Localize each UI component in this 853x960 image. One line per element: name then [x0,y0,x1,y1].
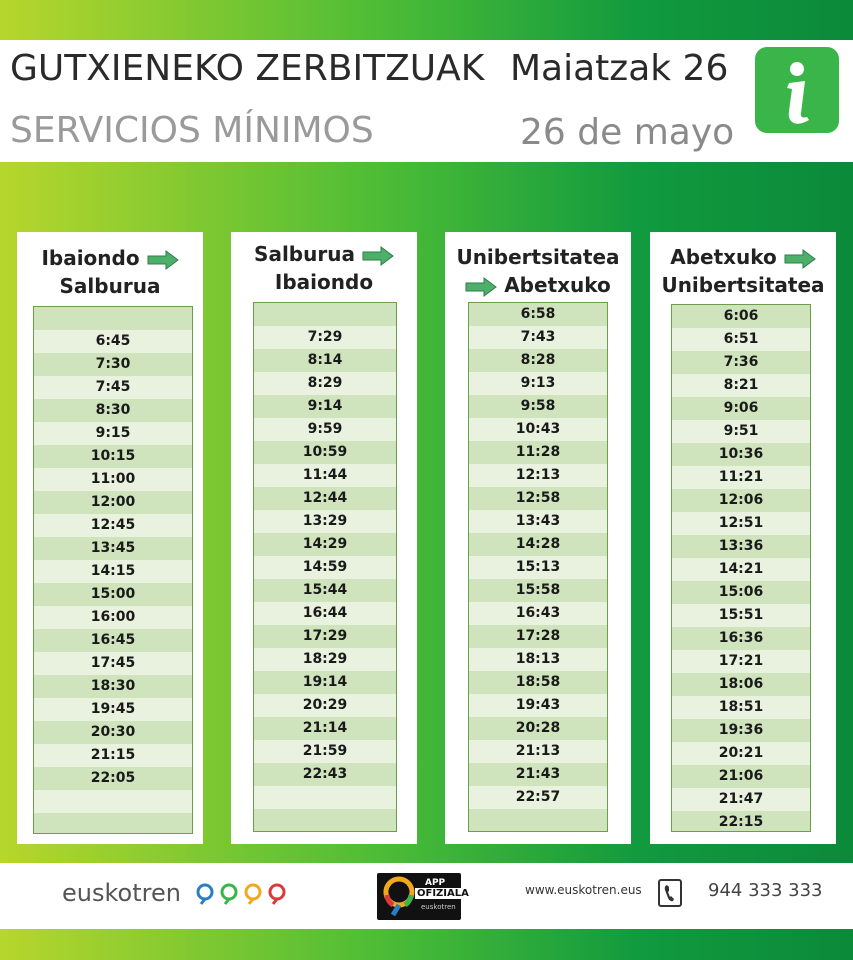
table-row: 6:51 [672,328,810,351]
card-2-destination: Ibaiondo [274,270,374,294]
table-row: 10:36 [672,443,810,466]
table-row: 18:29 [254,648,396,671]
app-label-3: euskotren [421,903,456,911]
table-row: 9:15 [34,422,192,445]
timetable-2 [253,302,397,832]
schedule-card-4 [650,232,836,844]
timetable-4 [671,304,811,832]
table-row: 21:47 [672,788,810,811]
table-row: 17:28 [469,625,607,648]
header [0,40,853,162]
table-row: 18:06 [672,673,810,696]
table-row-empty [254,809,396,832]
card-header-1 [17,244,203,300]
timetable-1 [33,306,193,834]
table-row: 20:30 [34,721,192,744]
right-arrow-icon [784,248,816,270]
table-row: 22:15 [672,811,810,832]
table-row-empty [34,813,192,834]
info-icon [755,47,839,133]
table-row: 13:36 [672,535,810,558]
table-row: 22:43 [254,763,396,786]
table-row: 16:44 [254,602,396,625]
table-row: 6:45 [34,330,192,353]
app-label-1: APP [425,878,446,888]
table-row: 18:30 [34,675,192,698]
table-row: 13:45 [34,537,192,560]
table-row: 14:59 [254,556,396,579]
card-3-origin: Unibertsitatea [456,245,620,269]
table-row: 7:30 [34,353,192,376]
schedule-card-2 [231,232,417,844]
table-row: 7:36 [672,351,810,374]
table-row: 9:13 [469,372,607,395]
table-row: 18:13 [469,648,607,671]
table-row: 15:00 [34,583,192,606]
table-row: 8:14 [254,349,396,372]
card-1-destination: Salburua [59,274,161,298]
brand-logo-text: euskotren [62,879,291,907]
table-row: 8:29 [254,372,396,395]
table-row: 6:58 [469,303,607,326]
table-row-empty [34,307,192,330]
table-row: 18:51 [672,696,810,719]
table-row: 22:57 [469,786,607,809]
table-row: 11:28 [469,441,607,464]
location-pin-icon [195,883,291,905]
table-row: 13:29 [254,510,396,533]
table-row: 16:43 [469,602,607,625]
schedule-card-1 [17,232,203,844]
card-4-origin: Abetxuko [670,245,777,269]
table-row: 16:36 [672,627,810,650]
timetable-3 [468,302,608,832]
table-row: 17:21 [672,650,810,673]
table-row: 12:13 [469,464,607,487]
table-row: 9:14 [254,395,396,418]
table-row: 7:45 [34,376,192,399]
table-row: 16:45 [34,629,192,652]
card-4-destination: Unibertsitatea [661,273,825,297]
page-subtitle: SERVICIOS MÍNIMOS [10,110,374,151]
table-row: 12:00 [34,491,192,514]
table-row: 15:06 [672,581,810,604]
table-row: 11:00 [34,468,192,491]
page-subdate: 26 de mayo [520,112,735,153]
table-row: 14:29 [254,533,396,556]
card-1-origin: Ibaiondo [41,246,140,270]
table-row: 10:59 [254,441,396,464]
card-2-origin: Salburua [254,242,355,266]
table-row: 10:43 [469,418,607,441]
footer [0,863,853,929]
card-header-2 [231,240,417,296]
table-row: 8:28 [469,349,607,372]
table-row: 20:28 [469,717,607,740]
table-row: 12:06 [672,489,810,512]
table-row: 14:28 [469,533,607,556]
table-row: 17:29 [254,625,396,648]
table-row: 12:45 [34,514,192,537]
table-row: 16:00 [34,606,192,629]
table-row: 7:43 [469,326,607,349]
table-row: 14:15 [34,560,192,583]
table-row: 15:13 [469,556,607,579]
official-app-badge[interactable] [377,873,469,920]
website-link[interactable]: www.euskotren.eus [525,883,642,897]
table-row: 15:51 [672,604,810,627]
table-row: 20:29 [254,694,396,717]
right-arrow-icon [362,245,394,267]
table-row-empty [254,786,396,809]
table-row: 19:43 [469,694,607,717]
table-row: 21:15 [34,744,192,767]
phone-icon [658,879,682,907]
table-row-empty [254,303,396,326]
table-row: 14:21 [672,558,810,581]
table-row-empty [34,790,192,813]
table-row-empty [469,809,607,832]
table-row: 18:58 [469,671,607,694]
table-row: 21:43 [469,763,607,786]
table-row: 13:43 [469,510,607,533]
table-row: 20:21 [672,742,810,765]
table-row: 12:51 [672,512,810,535]
app-label-2: OFIZIALA [417,888,469,899]
table-row: 10:15 [34,445,192,468]
table-row: 9:51 [672,420,810,443]
table-row: 11:21 [672,466,810,489]
table-row: 19:14 [254,671,396,694]
table-row: 21:59 [254,740,396,763]
table-row: 11:44 [254,464,396,487]
page-title: GUTXIENEKO ZERBITZUAK [10,48,485,89]
table-row: 12:58 [469,487,607,510]
card-3-destination: Abetxuko [504,273,611,297]
table-row: 21:13 [469,740,607,763]
table-row: 8:21 [672,374,810,397]
table-row: 12:44 [254,487,396,510]
right-arrow-icon [147,249,179,271]
card-header-4 [650,243,836,299]
table-row: 9:59 [254,418,396,441]
card-header-3 [445,243,631,299]
phone-number[interactable]: 944 333 333 [708,880,823,901]
table-row: 19:36 [672,719,810,742]
table-row: 9:58 [469,395,607,418]
table-row: 15:44 [254,579,396,602]
table-row: 17:45 [34,652,192,675]
table-row: 15:58 [469,579,607,602]
table-row: 22:05 [34,767,192,790]
table-row: 21:06 [672,765,810,788]
page-date: Maiatzak 26 [510,48,729,89]
location-pin-icon [381,875,417,919]
table-row: 8:30 [34,399,192,422]
schedule-card-3 [445,232,631,844]
top-gradient-strip [0,0,853,40]
table-row: 6:06 [672,305,810,328]
table-row: 7:29 [254,326,396,349]
right-arrow-icon [465,276,497,298]
table-row: 9:06 [672,397,810,420]
table-row: 19:45 [34,698,192,721]
table-row: 21:14 [254,717,396,740]
